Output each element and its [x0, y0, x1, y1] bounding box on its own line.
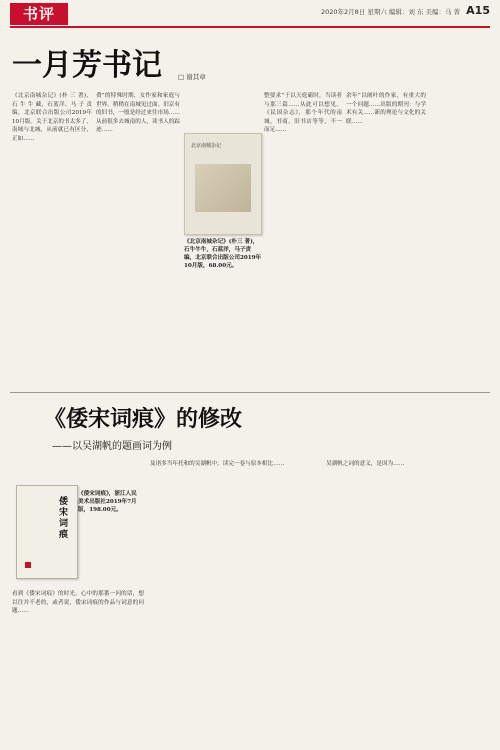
article2-subtitle: ——以吴湖帆的题画词为例: [52, 441, 172, 452]
page-header: [0, 0, 500, 26]
article1-column-4: 余年”以阐叶的作家，有重大的一个问题……出版的期刊：与学术有关……新的理论与文化的关联……: [346, 93, 426, 125]
article2-book-caption: 《倭宋词痕》，浙江人民美术出版社2019年7月版，198.00元。: [78, 491, 137, 513]
article2-lead: [12, 460, 94, 480]
article2-column-2: 及诸多当年托和的吴湖帆中，读完一卷与原本相比……: [150, 461, 285, 467]
book-cover-image: [184, 133, 262, 235]
header-rule: [10, 26, 490, 28]
article1-book-caption: 《北京南城杂记》(朴三 著)，石牛牛牛，石蓝洋，马子责编，北京联合出版公司2019年10月版，68.00元。: [184, 239, 262, 269]
article-divider: [10, 392, 490, 393]
page-number: A15: [466, 4, 490, 17]
book2-cover-seal: [25, 562, 31, 568]
book-cover-art: [195, 164, 251, 212]
book2-cover-title: 倭宋词痕: [57, 496, 67, 540]
article1-column-2: 费”的特殊时期，女作家和家庭与世界。稍稍在南城见过面。旧京有的旧书，一般是经过来往市场……从前很多去城南的人，读书人的踪迹……: [96, 93, 180, 133]
article2-column-3: 吴湖帆之词的意义，是因为……: [326, 461, 405, 467]
article1-column-3: 整要求”于以天庭霸时，当读者与那三篇……从此可以想见。《民国杂志》，那个年代的南城，书商，旧书店等等，不一而足……: [264, 93, 342, 133]
date-line: 2020年2月8日 星期六 编辑：刘 东 美编：马 菁: [320, 8, 461, 16]
book2-cover-image: [16, 485, 78, 579]
section-tag: 书评: [10, 3, 68, 25]
book-cover-title: 北京南城杂记: [191, 143, 222, 149]
article1-byline: □ 谢其章: [178, 73, 206, 81]
article2-column-1: 看到《倭宋词痕》的时光，心中的那番一问的话，想以往并不老的，或者说，倭宋词痕的作品与词意的问题……: [12, 591, 144, 614]
article1-column-1: 《北京南城杂记》(朴 三 著)，石 牛 牛 藏，石蓝洋、马 子 责 编，北京联合出版公司2019年10月版。关于北京的书太多了，南城与北城，从前就已有区分，正如……: [12, 93, 92, 142]
header-meta: [321, 4, 490, 17]
article2-title: 《倭宋词痕》的修改: [44, 406, 243, 432]
article1-title: 一月芳书记: [12, 48, 162, 83]
